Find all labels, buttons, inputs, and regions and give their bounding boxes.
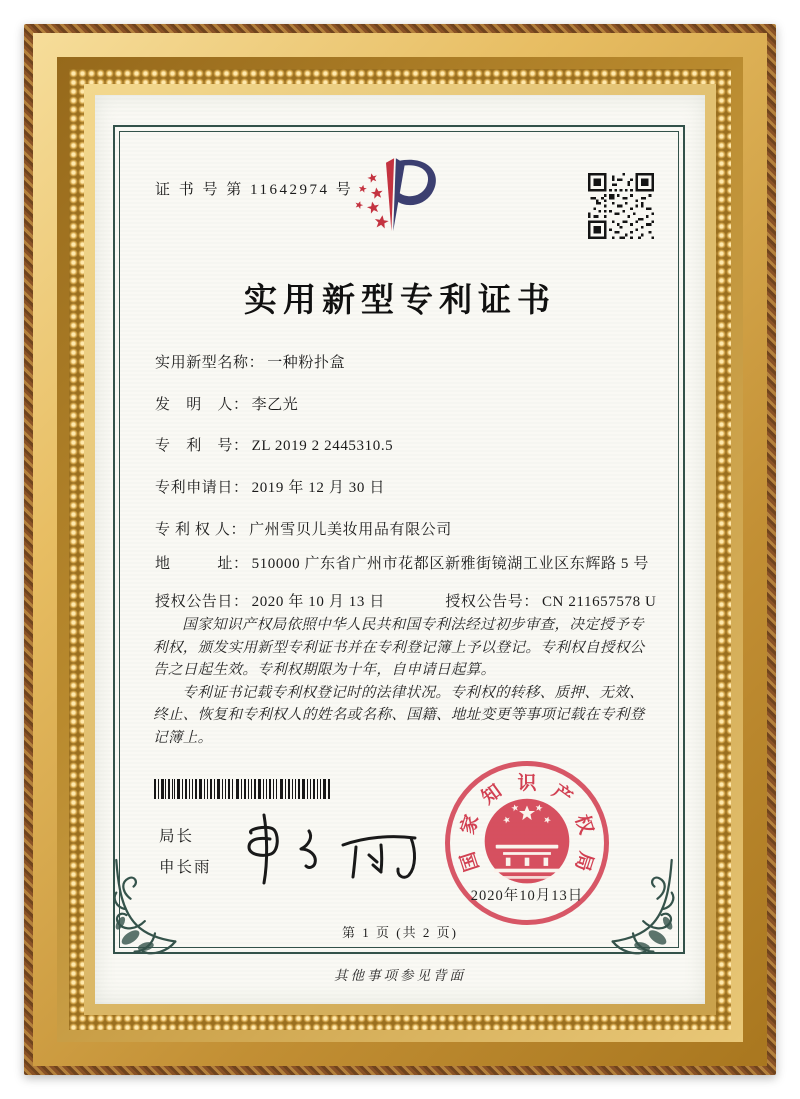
seal-char: 国	[457, 849, 484, 874]
legal-paragraph: 国家知识产权局依照中华人民共和国专利法经过初步审查，决定授予专利权，颁发实用新型专利证书并在专利登记簿上予以登记。专利权自授权公告之日起生效。专利权期限为十年，自申请日起算。	[153, 617, 645, 679]
seal-char: 产	[548, 780, 576, 809]
field-value: 一种粉扑盒	[267, 355, 346, 371]
field-label: 专利申请日：	[155, 480, 249, 496]
field-label: 实用新型名称：	[155, 355, 265, 371]
handwritten-signature	[223, 803, 438, 888]
legal-paragraph: 专利证书记载专利权登记时的法律状况。专利权的转移、质押、无效、终止、恢复和专利权人的姓名或名称、国籍、地址变更等事项记载在专利登记簿上。	[153, 684, 645, 746]
page-number: 第 1 页 (共 2 页)	[342, 925, 458, 940]
officer-title: 局长	[159, 828, 195, 845]
field-value: ZL 2019 2 2445310.5	[251, 438, 394, 454]
legal-text	[153, 614, 653, 750]
field-row-grant	[155, 590, 667, 611]
field-label: 专 利 号：	[155, 438, 249, 454]
qr-code-icon	[588, 173, 654, 239]
seal-char: 知	[478, 780, 506, 809]
seal-char: 局	[570, 849, 597, 874]
seal-char: 权	[570, 812, 597, 837]
certificate-title: 实用新型专利证书	[244, 283, 556, 319]
back-note: 其他事项参见背面	[334, 968, 466, 983]
grant-date-label: 授权公告日：	[155, 594, 249, 610]
certificate-number: 证 书 号 第 11642974 号	[155, 182, 354, 198]
grant-date-value: 2020 年 10 月 13 日	[251, 594, 385, 610]
frame-band-rope	[24, 24, 776, 1075]
seal-char: 家	[457, 812, 484, 837]
field-label: 发 明 人：	[155, 397, 249, 413]
grant-number-value: CN 211657578 U	[541, 594, 657, 610]
field-label: 专 利 权 人：	[155, 522, 247, 538]
frame-band-bead	[69, 69, 731, 1030]
frame-band-bevel	[33, 33, 767, 1066]
frame-band-lip	[84, 84, 716, 1015]
grant-number-label: 授权公告号：	[445, 594, 539, 610]
field-value: 李乙光	[251, 397, 299, 413]
field-value: 广州雪贝儿美妆用品有限公司	[249, 522, 452, 538]
field-row-inventor	[155, 393, 667, 414]
seal-date: 2020年10月13日	[470, 888, 584, 904]
field-row-patent-number	[155, 434, 667, 455]
frame-band-step	[57, 57, 743, 1042]
field-row-address	[155, 552, 667, 573]
national-emblem-icon	[481, 793, 573, 889]
cnipa-round-seal	[445, 761, 609, 925]
barcode-icon	[154, 779, 330, 799]
field-value: 2019 年 12 月 30 日	[251, 480, 385, 496]
seal-char: 识	[517, 773, 537, 794]
cnipa-patent-logo-icon	[341, 151, 449, 251]
field-value: 510000 广东省广州市花都区新雅街镜湖工业区东辉路 5 号	[251, 556, 649, 572]
officer-name: 申长雨	[159, 859, 212, 876]
field-label: 地 址：	[155, 556, 249, 572]
field-row-name	[155, 351, 667, 372]
field-row-patentee	[155, 518, 667, 539]
field-row-filing-date	[155, 476, 667, 497]
certificate-page	[95, 95, 705, 1004]
